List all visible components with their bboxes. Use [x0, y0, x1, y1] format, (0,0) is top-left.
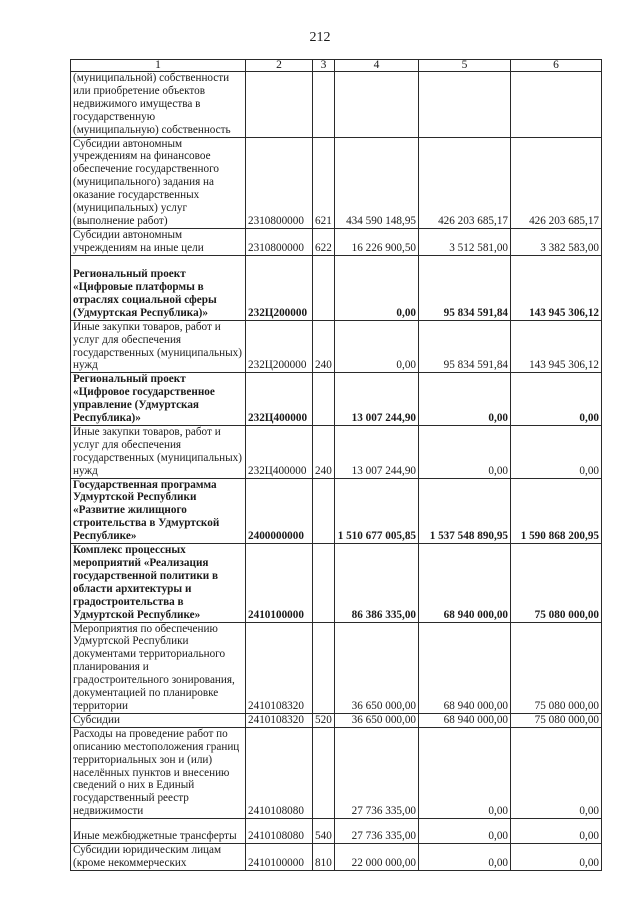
row-name-cell: Субсидии [71, 713, 246, 727]
row-value-col4-cell: 16 226 900,50 [335, 228, 419, 255]
row-name-cell: Региональный проект «Цифровые платформы в отраслях социальной сферы (Удмуртская Республика)» [71, 255, 246, 320]
row-name-cell: (муниципальной) собственности или приобретение объектов недвижимого имущества в государственную (муниципальную) собственность [71, 72, 246, 138]
header-row [71, 60, 602, 72]
table-row [71, 544, 602, 622]
row-expense-type-cell [313, 72, 335, 138]
row-value-col4-cell: 13 007 244,90 [335, 425, 419, 478]
row-value-col5-cell [419, 72, 511, 138]
row-value-col5-cell: 0,00 [419, 819, 511, 844]
row-value-col6-cell: 143 945 306,12 [511, 255, 602, 320]
row-code-cell: 232Ц200000 [246, 320, 313, 373]
row-value-col5-cell: 1 537 548 890,95 [419, 478, 511, 544]
row-name-cell: Комплекс процессных мероприятий «Реализация государственной политики в области архитектуры и градостроительства в Удмуртской Республике» [71, 544, 246, 622]
row-value-col5-cell: 426 203 685,17 [419, 137, 511, 228]
table-row [71, 425, 602, 478]
row-value-col4-cell: 86 386 335,00 [335, 544, 419, 622]
row-expense-type-cell [313, 478, 335, 544]
row-value-col5-cell: 0,00 [419, 844, 511, 871]
row-name-cell: Иные закупки товаров, работ и услуг для обеспечения государственных (муниципальных) нужд [71, 320, 246, 373]
row-value-col6-cell: 3 382 583,00 [511, 228, 602, 255]
row-code-cell: 2410108080 [246, 727, 313, 818]
table-row [71, 713, 602, 727]
row-value-col6-cell: 75 080 000,00 [511, 544, 602, 622]
table-row [71, 373, 602, 426]
budget-table [70, 59, 602, 871]
row-value-col5-cell: 3 512 581,00 [419, 228, 511, 255]
row-value-col6-cell: 75 080 000,00 [511, 622, 602, 713]
row-expense-type-cell: 240 [313, 425, 335, 478]
header-col-4: 4 [335, 60, 419, 72]
table-row [71, 819, 602, 844]
header-col-3: 3 [313, 60, 335, 72]
row-name-cell: Мероприятия по обеспечению Удмуртской Республики документами территориального планирования и градостроительного зонирования, документацией по планировке территории [71, 622, 246, 713]
row-code-cell: 2400000000 [246, 478, 313, 544]
row-value-col6-cell: 0,00 [511, 819, 602, 844]
row-expense-type-cell [313, 544, 335, 622]
row-value-col4-cell: 0,00 [335, 320, 419, 373]
row-value-col5-cell: 0,00 [419, 373, 511, 426]
row-code-cell: 2310800000 [246, 228, 313, 255]
row-value-col6-cell: 0,00 [511, 425, 602, 478]
row-value-col4-cell: 27 736 335,00 [335, 819, 419, 844]
row-name-cell: Иные межбюджетные трансферты [71, 819, 246, 844]
row-name-cell: Государственная программа Удмуртской Республики «Развитие жилищного строительства в Удмуртской Республике» [71, 478, 246, 544]
row-value-col6-cell: 426 203 685,17 [511, 137, 602, 228]
row-expense-type-cell [313, 727, 335, 818]
row-code-cell: 232Ц400000 [246, 425, 313, 478]
row-value-col4-cell: 0,00 [335, 255, 419, 320]
table-row [71, 255, 602, 320]
table-row [71, 137, 602, 228]
row-value-col6-cell: 143 945 306,12 [511, 320, 602, 373]
row-value-col5-cell: 68 940 000,00 [419, 544, 511, 622]
row-name-cell: Иные закупки товаров, работ и услуг для обеспечения государственных (муниципальных) нужд [71, 425, 246, 478]
header-col-5: 5 [419, 60, 511, 72]
row-expense-type-cell: 540 [313, 819, 335, 844]
row-code-cell: 232Ц400000 [246, 373, 313, 426]
row-code-cell: 2410108320 [246, 713, 313, 727]
row-value-col5-cell: 0,00 [419, 727, 511, 818]
row-expense-type-cell: 622 [313, 228, 335, 255]
row-expense-type-cell [313, 373, 335, 426]
table-row [71, 727, 602, 818]
row-value-col5-cell: 95 834 591,84 [419, 320, 511, 373]
row-value-col4-cell: 36 650 000,00 [335, 622, 419, 713]
row-value-col4-cell: 434 590 148,95 [335, 137, 419, 228]
row-value-col6-cell: 75 080 000,00 [511, 713, 602, 727]
table-row [71, 478, 602, 544]
row-value-col5-cell: 0,00 [419, 425, 511, 478]
row-value-col6-cell: 0,00 [511, 727, 602, 818]
row-expense-type-cell: 621 [313, 137, 335, 228]
row-code-cell: 2410108080 [246, 819, 313, 844]
row-expense-type-cell [313, 255, 335, 320]
row-value-col6-cell [511, 72, 602, 138]
page-number: 212 [309, 30, 331, 45]
row-expense-type-cell: 240 [313, 320, 335, 373]
header-col-2: 2 [246, 60, 313, 72]
row-expense-type-cell: 520 [313, 713, 335, 727]
table-row [71, 228, 602, 255]
row-name-cell: Расходы на проведение работ по описанию местоположения границ территориальных зон и (или) населённых пунктов и внесению сведений о них в Единый государственный реестр недвижимости [71, 727, 246, 818]
header-col-6: 6 [511, 60, 602, 72]
row-code-cell: 2410108320 [246, 622, 313, 713]
row-name-cell: Субсидии автономным учреждениям на иные цели [71, 228, 246, 255]
row-value-col6-cell: 1 590 868 200,95 [511, 478, 602, 544]
row-value-col4-cell: 27 736 335,00 [335, 727, 419, 818]
table-row [71, 622, 602, 713]
row-name-cell: Субсидии автономным учреждениям на финансовое обеспечение государственного (муниципального) задания на оказание государственных (муниципальных) услуг (выполнение работ) [71, 137, 246, 228]
row-value-col5-cell: 68 940 000,00 [419, 622, 511, 713]
row-value-col4-cell: 36 650 000,00 [335, 713, 419, 727]
table-row [71, 72, 602, 138]
row-value-col4-cell: 13 007 244,90 [335, 373, 419, 426]
row-value-col4-cell: 1 510 677 005,85 [335, 478, 419, 544]
header-col-1: 1 [71, 60, 246, 72]
row-expense-type-cell [313, 622, 335, 713]
row-code-cell [246, 72, 313, 138]
row-expense-type-cell: 810 [313, 844, 335, 871]
row-value-col4-cell [335, 72, 419, 138]
table-row [71, 320, 602, 373]
row-value-col5-cell: 95 834 591,84 [419, 255, 511, 320]
row-name-cell: Субсидии юридическим лицам (кроме некоммерческих [71, 844, 246, 871]
row-code-cell: 232Ц200000 [246, 255, 313, 320]
row-code-cell: 2310800000 [246, 137, 313, 228]
row-name-cell: Региональный проект «Цифровое государственное управление (Удмуртская Республика)» [71, 373, 246, 426]
row-value-col4-cell: 22 000 000,00 [335, 844, 419, 871]
row-value-col5-cell: 68 940 000,00 [419, 713, 511, 727]
row-code-cell: 2410100000 [246, 544, 313, 622]
table-row [71, 844, 602, 871]
row-code-cell: 2410100000 [246, 844, 313, 871]
row-value-col6-cell: 0,00 [511, 373, 602, 426]
row-value-col6-cell: 0,00 [511, 844, 602, 871]
